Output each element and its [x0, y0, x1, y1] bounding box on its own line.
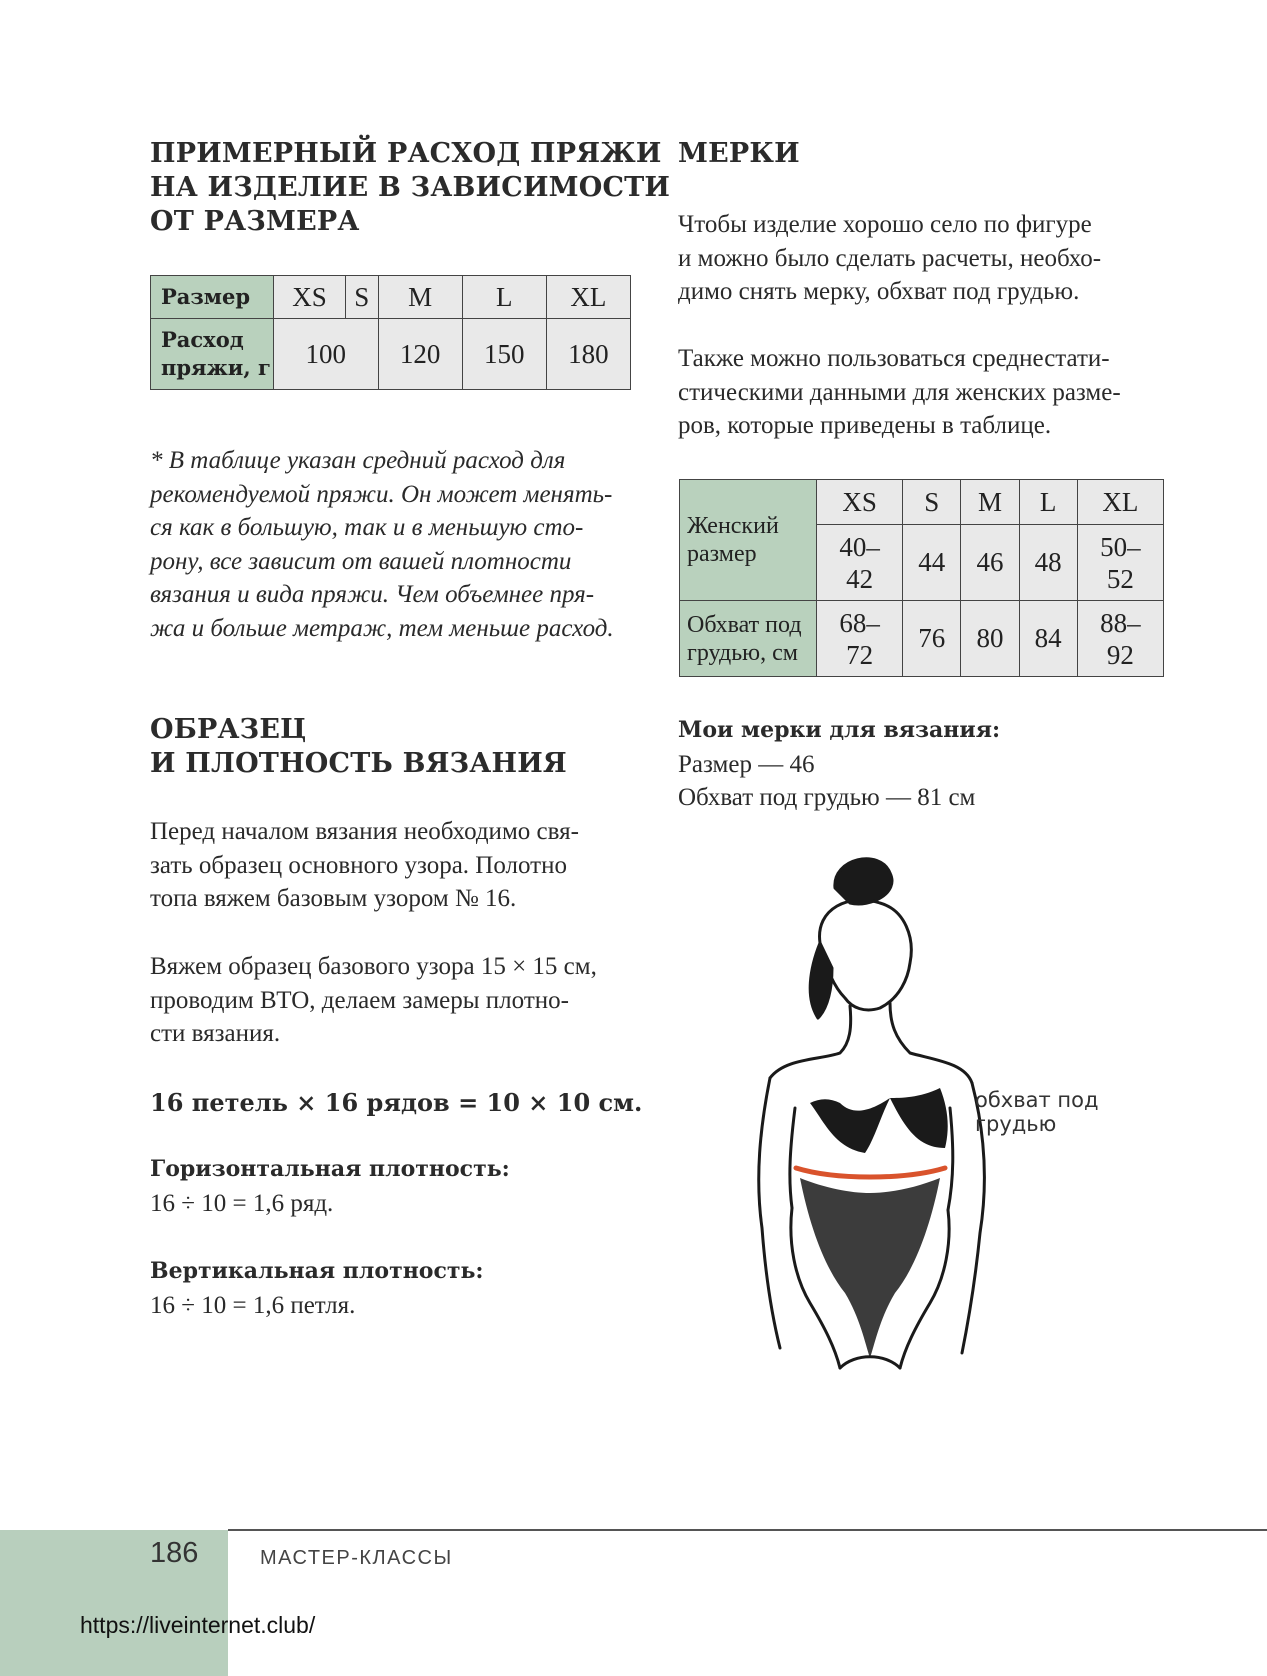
measurements-paragraph-2: Также можно пользоваться среднестати- стическими данными для женских разме- ров, которые приведены в таблице.: [678, 345, 1121, 439]
page-number: 186: [150, 1537, 199, 1569]
ru-size-xl: 50– 52: [1077, 525, 1163, 601]
size-s: S: [346, 276, 379, 319]
footer-divider: [228, 1529, 1267, 1531]
size-chart-table: [679, 479, 1164, 677]
yarn-note: * В таблице указан средний расход для рекомендуемой пряжи. Он может менять- ся как в большую, так и в меньшую сто- рону, все зависит от вашей плотности вязания и вида пряжи. Чем объемнее пря- жа и больше метраж, тем меньше расход.: [150, 447, 614, 642]
gauge-formula: 16 петель × 16 рядов = 10 × 10 см.: [150, 1088, 643, 1117]
ru-size-l: 48: [1019, 525, 1077, 601]
row-label-yarn: Расход пряжи, г: [151, 319, 274, 390]
yarn-m: 120: [378, 319, 462, 390]
size-l: L: [462, 276, 546, 319]
yarn-xl: 180: [546, 319, 630, 390]
chart-size-m: M: [961, 480, 1019, 525]
yarn-l: 150: [462, 319, 546, 390]
underbust-label: обхват под грудью: [975, 1088, 1099, 1136]
measurements-heading: МЕРКИ: [678, 138, 800, 169]
size-xs: XS: [274, 276, 346, 319]
size-m: M: [378, 276, 462, 319]
size-xl: XL: [546, 276, 630, 319]
sample-paragraph-1: Перед началом вязания необходимо свя- зать образец основного узора. Полотно топа вяжем базовым узором № 16.: [150, 818, 579, 912]
ru-size-s: 44: [903, 525, 961, 601]
row-label-female-size: Женский размер: [680, 480, 817, 601]
yarn-xs-s: 100: [274, 319, 379, 390]
chart-size-l: L: [1019, 480, 1077, 525]
row-label-underbust: Обхват под грудью, см: [680, 601, 817, 677]
section-title: МАСТЕР-КЛАССЫ: [260, 1547, 453, 1569]
chart-size-s: S: [903, 480, 961, 525]
vertical-density: Вертикальная плотность: 16 ÷ 10 = 1,6 петля.: [150, 1258, 484, 1319]
sample-paragraph-2: Вяжем образец базового узора 15 × 15 см, проводим ВТО, делаем замеры плотно- сти вязания.: [150, 953, 597, 1047]
chart-size-xl: XL: [1077, 480, 1163, 525]
measurements-paragraph-1: Чтобы изделие хорошо село по фигуре и можно было сделать расчеты, необхо- димо снять мерку, обхват под грудью.: [678, 211, 1102, 305]
underbust-l: 84: [1019, 601, 1077, 677]
underbust-m: 80: [961, 601, 1019, 677]
yarn-consumption-table: [150, 275, 631, 390]
chart-size-xs: XS: [817, 480, 903, 525]
underbust-xl: 88– 92: [1077, 601, 1163, 677]
sample-heading: ОБРАЗЕЦ И ПЛОТНОСТЬ ВЯЗАНИЯ: [150, 714, 567, 779]
source-url[interactable]: https://liveinternet.club/: [80, 1612, 316, 1638]
ru-size-m: 46: [961, 525, 1019, 601]
my-measurements: Мои мерки для вязания: Размер — 46 Обхват под грудью — 81 см: [678, 717, 1001, 811]
underbust-s: 76: [903, 601, 961, 677]
row-label-size: Размер: [151, 276, 274, 319]
underbust-xs: 68– 72: [817, 601, 903, 677]
horizontal-density: Горизонтальная плотность: 16 ÷ 10 = 1,6 ряд.: [150, 1156, 510, 1217]
yarn-heading: ПРИМЕРНЫЙ РАСХОД ПРЯЖИ НА ИЗДЕЛИЕ В ЗАВИСИМОСТИ ОТ РАЗМЕРА: [150, 138, 671, 237]
ru-size-xs: 40– 42: [817, 525, 903, 601]
